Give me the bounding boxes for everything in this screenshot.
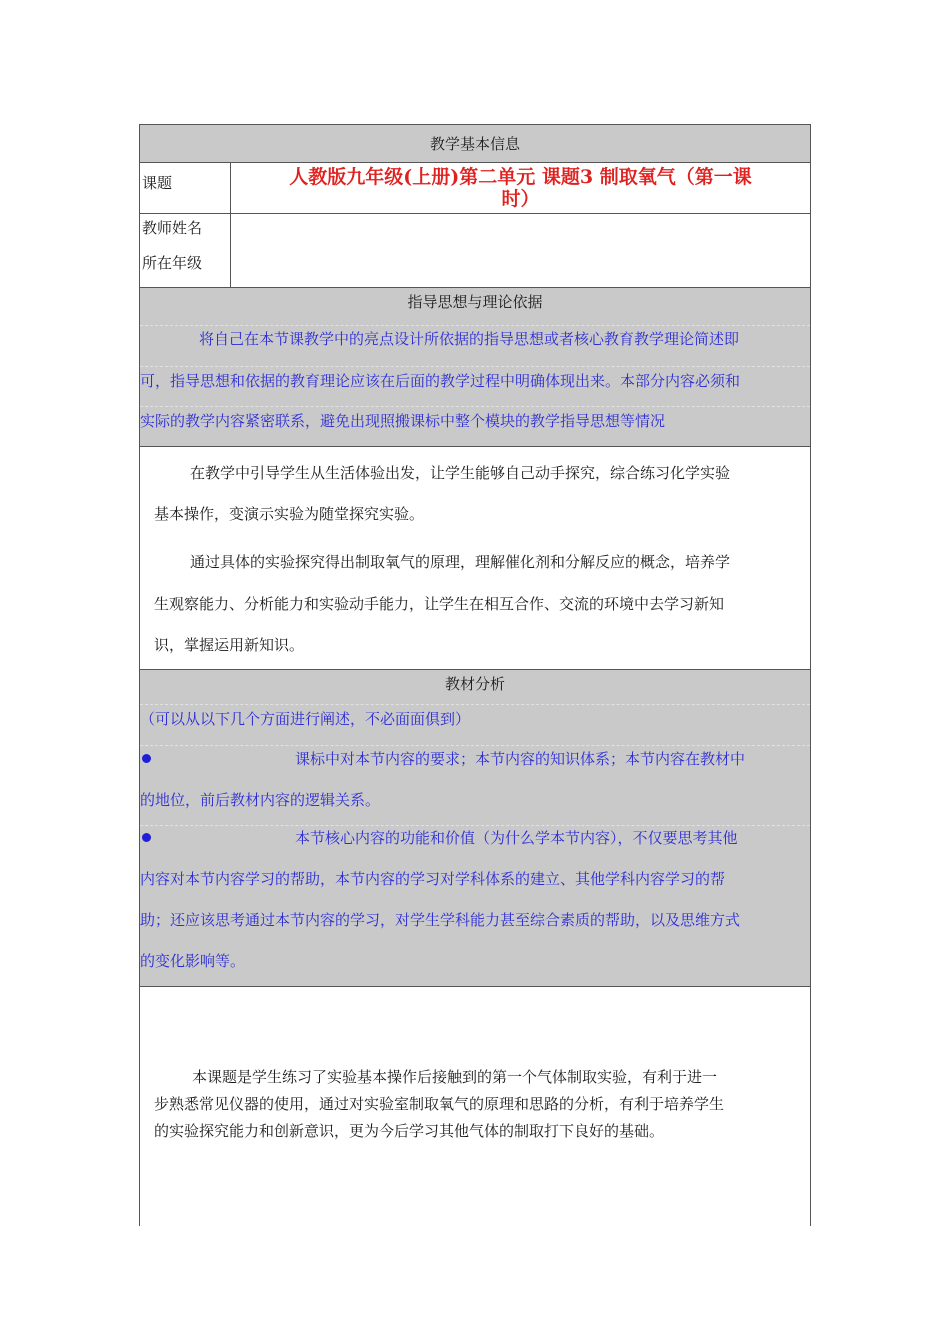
guiding-instruction-line3: 实际的教学内容紧密联系，避免出现照搬课标中整个模块的教学指导思想等情况: [140, 412, 666, 430]
material-bullet2-line1: 本节核心内容的功能和价值（为什么学本节内容），不仅要思考其他: [295, 829, 738, 847]
material-header: 教材分析: [444, 675, 505, 693]
guiding-header: 指导思想与理论依据: [407, 293, 543, 311]
guiding-instruction-line1: 将自己在本节课教学中的亮点设计所依据的指导思想或者核心教育教学理论简述即: [199, 330, 740, 348]
topic-title-line1: 人教版九年级(上册)第二单元 课题3 制取氧气（第一课: [289, 166, 752, 188]
topic-label-cell: [139, 162, 231, 214]
grade-label: 所在年级: [142, 254, 203, 272]
material-bullet1-line2: 的地位，前后教材内容的逻辑关系。: [140, 791, 381, 809]
material-rule-1: [140, 704, 810, 705]
material-note: （可以从以下几个方面进行阐述，不必面面俱到）: [140, 710, 471, 728]
material-rule-2: [140, 745, 810, 746]
guiding-paragraph2-line1: 通过具体的实验探究得出制取氧气的原理，理解催化剂和分解反应的概念，培养学: [190, 553, 731, 571]
basic-info-header: 教学基本信息: [429, 135, 520, 153]
guiding-rule-1: [140, 325, 810, 326]
material-content-cell: [139, 986, 811, 1226]
teacher-label-cell: [139, 213, 231, 288]
topic-value-cell: [230, 162, 811, 214]
material-bullet2-line4: 的变化影响等。: [140, 952, 246, 970]
material-bullet1-line1: 课标中对本节内容的要求；本节内容的知识体系；本节内容在教材中: [295, 750, 746, 768]
guiding-content-cell: [139, 446, 811, 670]
guiding-rule-3: [140, 406, 810, 407]
guiding-paragraph2-line3: 识，掌握运用新知识。: [154, 636, 305, 654]
material-rule-3: [140, 825, 810, 826]
teacher-name-label: 教师姓名: [142, 219, 203, 237]
guiding-rule-2: [140, 366, 810, 367]
material-bullet2-line3: 助；还应该思考通过本节内容的学习，对学生学科能力甚至综合素质的帮助，以及思维方式: [140, 911, 741, 929]
topic-title-line2: 时）: [501, 188, 540, 210]
guiding-instruction-line2: 可，指导思想和依据的教育理论应该在后面的教学过程中明确体现出来。本部分内容必须和: [140, 372, 741, 390]
guiding-paragraph2-line2: 生观察能力、分析能力和实验动手能力，让学生在相互合作、交流的环境中去学习新知: [154, 595, 725, 613]
bullet-icon: [142, 833, 151, 842]
guiding-header-cell: [139, 287, 811, 447]
material-paragraph-line1: 本课题是学生练习了实验基本操作后接触到的第一个气体制取实验，有利于进一: [192, 1068, 718, 1086]
guiding-paragraph1-line1: 在教学中引导学生从生活体验出发，让学生能够自己动手探究，综合练习化学实验: [190, 464, 731, 482]
basic-info-header-cell: [139, 124, 811, 163]
material-paragraph-line2: 步熟悉常见仪器的使用，通过对实验室制取氧气的原理和思路的分析，有利于培养学生: [154, 1095, 725, 1113]
topic-label: 课题: [142, 174, 173, 192]
bullet-icon: [142, 754, 151, 763]
teacher-value-cell: [230, 213, 811, 288]
material-bullet2-line2: 内容对本节内容学习的帮助，本节内容的学习对学科体系的建立、其他学科内容学习的帮: [140, 870, 726, 888]
material-paragraph-line3: 的实验探究能力和创新意识，更为今后学习其他气体的制取打下良好的基础。: [154, 1122, 665, 1140]
material-header-cell: [139, 669, 811, 987]
guiding-paragraph1-line2: 基本操作，变演示实验为随堂探究实验。: [154, 505, 425, 523]
